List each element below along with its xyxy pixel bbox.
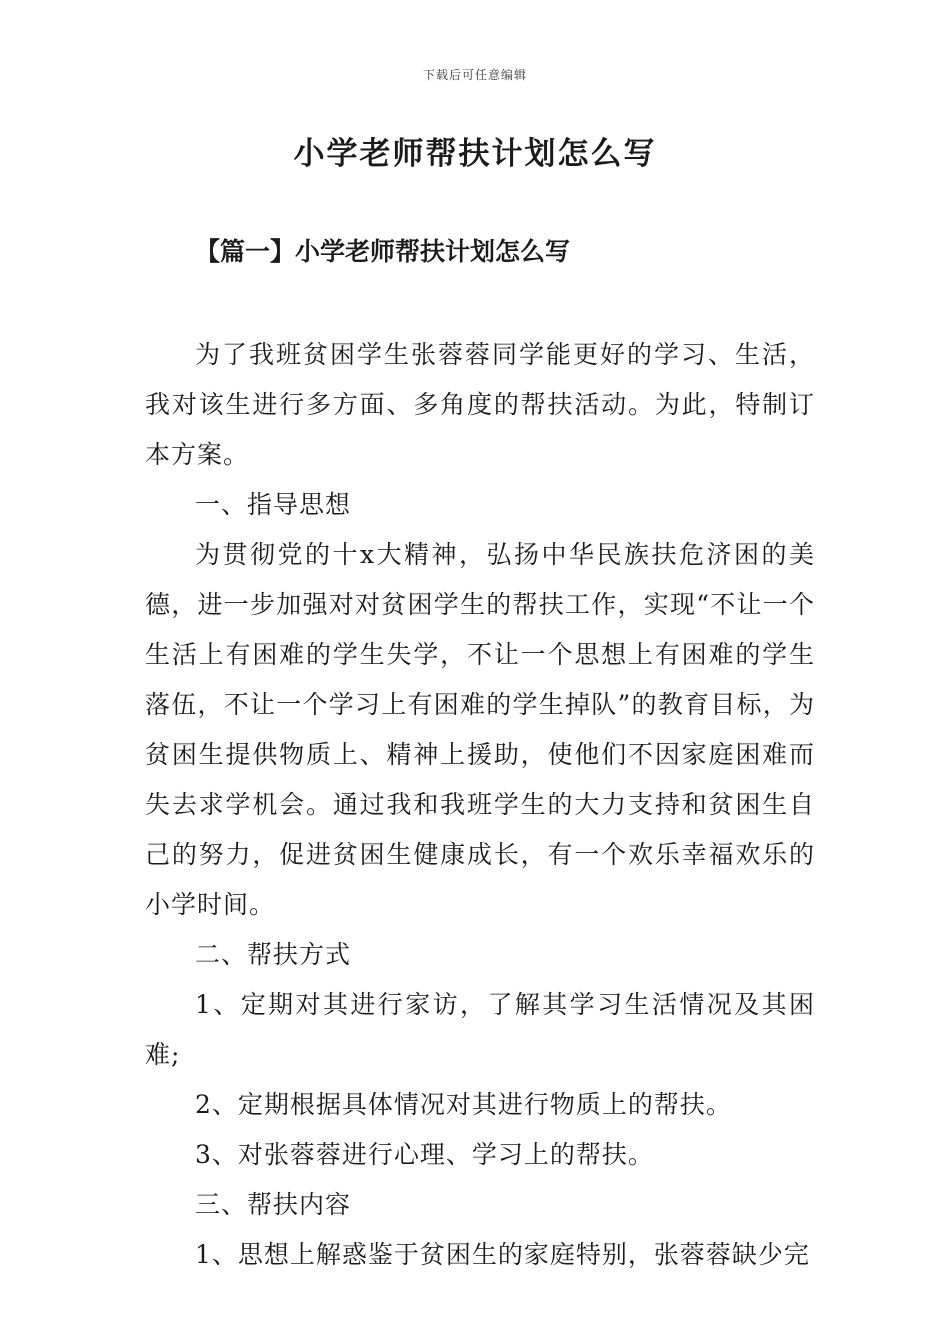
header-note: 下载后可任意编辑 <box>422 68 527 82</box>
section-title: 【篇一】小学老师帮扶计划怎么写 <box>195 237 571 266</box>
heading-support-content: 三、帮扶内容 <box>195 1190 352 1219</box>
heading-support-method: 二、帮扶方式 <box>195 940 352 969</box>
list-item-method-2: 2、定期根据具体情况对其进行物质上的帮扶。 <box>195 1090 732 1119</box>
document-body <box>145 330 815 1280</box>
list-item-content-1: 1、思想上解惑鉴于贫困生的家庭特别，张蓉蓉缺少完 <box>195 1240 810 1269</box>
list-item-method-1: 1、定期对其进行家访，了解其学习生活情况及其困难; <box>145 990 815 1069</box>
document-title: 小学老师帮扶计划怎么写 <box>293 136 657 172</box>
paragraph-guiding-thought: 为贯彻党的十x大精神，弘扬中华民族扶危济困的美德，进一步加强对对贫困学生的帮扶工作，实现“不让一个生活上有困难的学生失学，不让一个思想上有困难的学生落伍，不让一个学习上有困难的学生掉队”的教育目标，为贫困生提供物质上、精神上援助，使他们不因家庭困难而失去求学机会。通过我和我班学生的大力支持和贫困生自己的努力，促进贫困生健康成长，有一个欢乐幸福欢乐的小学时间。 <box>145 540 815 919</box>
heading-guiding-thought: 一、指导思想 <box>195 490 352 519</box>
list-item-method-3: 3、对张蓉蓉进行心理、学习上的帮扶。 <box>195 1140 654 1169</box>
paragraph-intro: 为了我班贫困学生张蓉蓉同学能更好的学习、生活，我对该生进行多方面、多角度的帮扶活动。为此，特制订本方案。 <box>145 340 815 469</box>
